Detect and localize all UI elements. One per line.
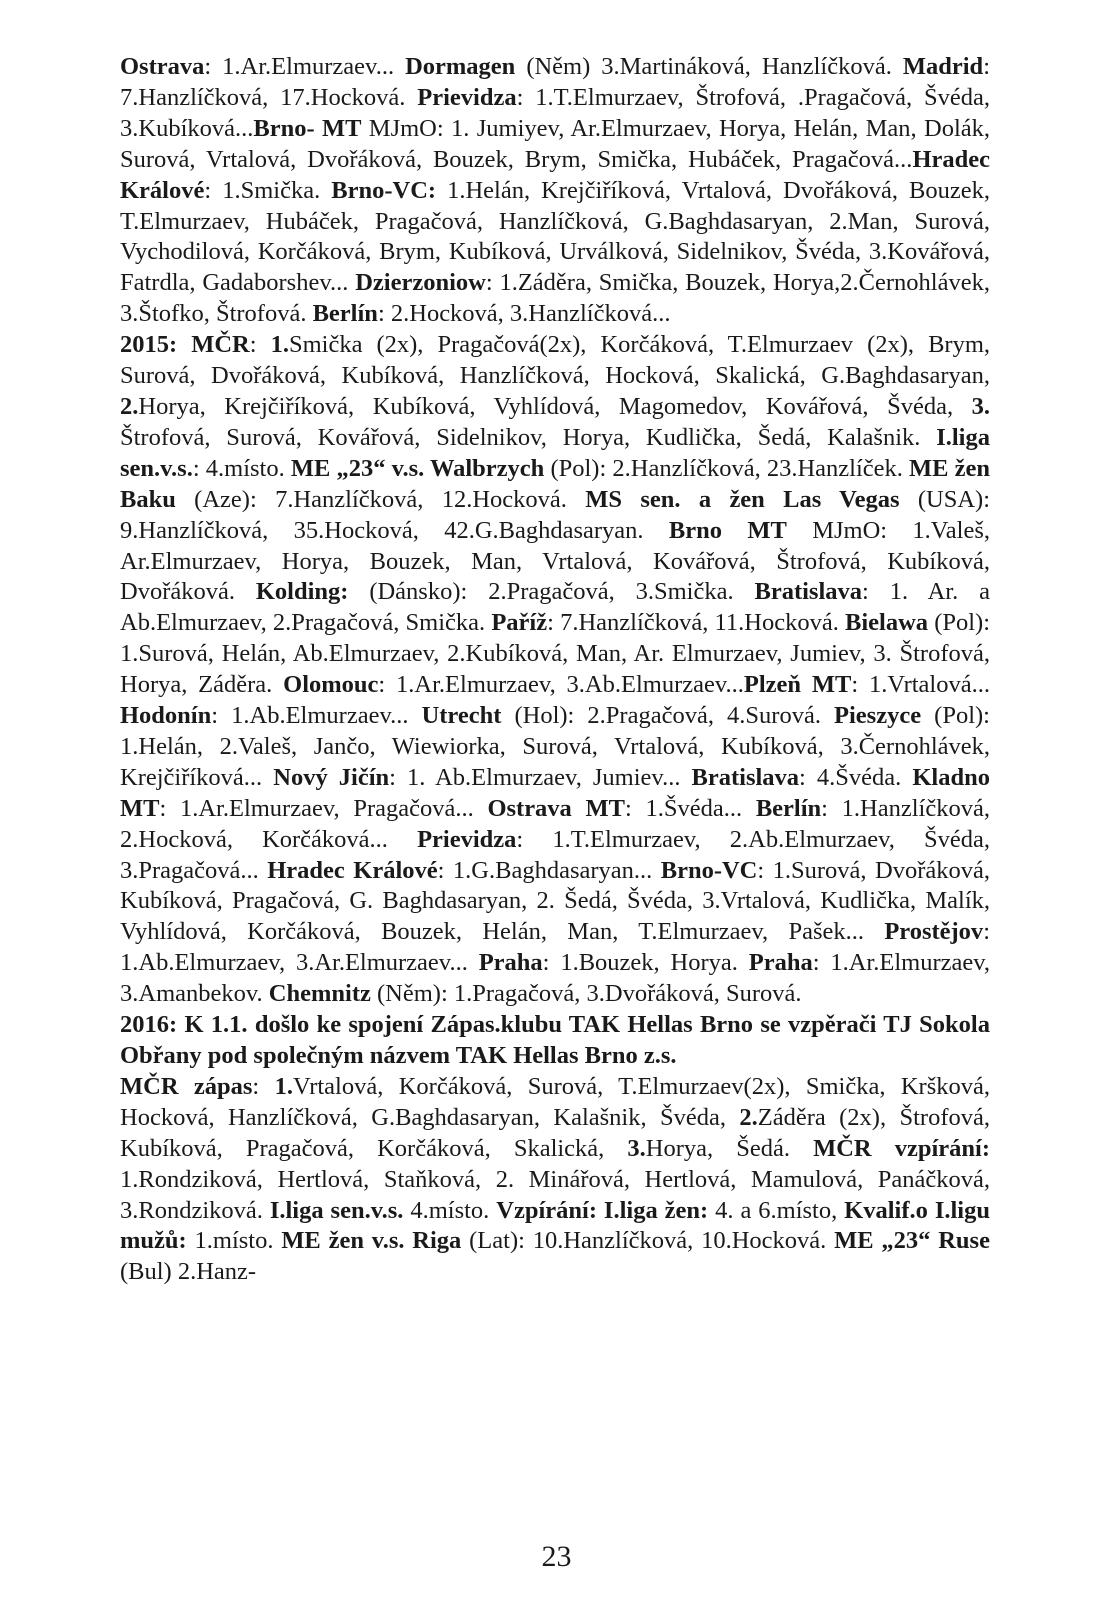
text-run: : 1.T.Elmurzaev, 2.Ab.Elmurzaev, Švéda, 3.Pragačová...	[120, 825, 991, 884]
paragraph-2016-results	[120, 1072, 990, 1288]
text-run: : 1.Ar.Elmurzaev...	[204, 53, 406, 80]
text-run: : 1.Ar.Elmurzaev, Pragačová...	[159, 794, 488, 822]
bold-label: Pieszyce	[834, 702, 922, 730]
text-run: : 1.Hanzlíčková, 2.Hocková, Korčáková...	[120, 794, 990, 853]
bold-label: ME žen v.s. Riga	[281, 1227, 462, 1255]
bold-label: Brno- MT	[253, 114, 362, 142]
text-run: : 1.G.Baghdasaryan...	[437, 856, 661, 884]
bold-label: Bielawa	[845, 609, 929, 637]
bold-label: Kladno MT	[120, 763, 990, 822]
text-run: (Pol): 1.Surová, Helán, Ab.Elmurzaev, 2.Kubíková, Man, Ar. Elmurzaev, Jumiev, 3. Štrofová, Horya, Záděra.	[120, 609, 990, 699]
text-run: Smička (2x), Pragačová(2x), Korčáková, T.Elmurzaev (2x), Brym, Surová, Dvořáková, Kubíková, Hanzlíčková, Hocková, Skalická, G.Baghdasaryan,	[120, 331, 991, 390]
bold-label: 1.	[274, 1072, 293, 1100]
text-run: : 1.Ab.Elmurzaev, 3.Ar.Elmurzaev...	[120, 918, 990, 977]
bold-label: Utrecht	[421, 702, 502, 730]
text-run: MJmO: 1. Jumiyev, Ar.Elmurzaev, Horya, Helán, Man, Dolák, Surová, Vrtalová, Dvořáková, Bouzek, Brym, Smička, Hubáček, Pragačová...	[120, 114, 991, 173]
text-run: : 2.Hocková, 3.Hanzlíčková...	[377, 300, 671, 328]
bold-label: Praha	[478, 949, 543, 977]
bold-label: Chemnitz	[268, 980, 371, 1008]
text-run: : 1. Ar. a Ab.Elmurzaev, 2.Pragačová, Smička.	[120, 578, 990, 637]
text-run: 1.Helán, Krejčiříková, Vrtalová, Dvořáková, Bouzek, T.Elmurzaev, Hubáček, Pragačová, Hanzlíčková, G.Baghdasaryan, 2.Man, Surová, Vychodilová, Korčáková, Brym, Kubíková, Urválková, Sidelnikov, Švéda, 3.Kovářová, Fatrdla, Gadaborshev...	[120, 176, 991, 297]
bold-label: ME žen Baku	[120, 454, 990, 513]
bold-label: I.liga sen.v.s.	[269, 1196, 404, 1224]
text-run: : 1.Surová, Dvořáková, Kubíková, Pragačová, G. Baghdasaryan, 2. Šedá, Švéda, 3.Vrtalová, Kudlička, Malík, Vyhlídová, Korčáková, Bouzek, Helán, Man, T.Elmurzaev, Pašek...	[120, 856, 990, 946]
bold-label: ME „23“ v.s. Walbrzych	[290, 454, 545, 482]
text-run: (Pol): 2.Hanzlíčková, 23.Hanzlíček.	[544, 454, 910, 482]
bold-label: MČR zápas	[120, 1072, 253, 1100]
heading-2016-merger: 2016: K 1.1. došlo ke spojení Zápas.klubu TAK Hellas Brno se vzpěrači TJ Sokola Obřany pod společným názvem TAK Hellas Brno z.s.	[120, 1011, 990, 1069]
bold-label: 2.	[120, 392, 139, 420]
text-run: : 1.Ar.Elmurzaev, 3.Amanbekov.	[120, 949, 991, 1008]
bold-label: I.liga sen.v.s.	[120, 423, 990, 482]
bold-label: MČR vzpírání:	[813, 1134, 990, 1162]
text-run: : 4.Švéda.	[799, 763, 913, 791]
text-run: (USA): 9.Hanzlíčková, 35.Hocková, 42.G.Baghdasaryan.	[120, 485, 991, 544]
text-run: : 1.Ar.Elmurzaev, 3.Ab.Elmurzaev...	[378, 671, 744, 699]
text-run: 4.místo.	[403, 1196, 497, 1224]
bold-label: Prostějov	[884, 918, 984, 946]
bold-label: Dzierzoniow	[355, 269, 486, 297]
bold-label: Ostrava	[120, 53, 205, 80]
text-run: (Aze): 7.Hanzlíčková, 12.Hocková.	[175, 485, 586, 513]
bold-label: Hodonín	[120, 702, 212, 730]
page-number: 23	[541, 1540, 572, 1573]
document-page	[120, 52, 990, 1288]
text-run: MJmO: 1.Valeš, Ar.Elmurzaev, Horya, Bouzek, Man, Vrtalová, Kovářová, Štrofová, Kubíková, Dvořáková.	[120, 516, 990, 606]
bold-label: Vzpírání: I.liga žen:	[496, 1196, 709, 1224]
text-run: 4. a 6.místo,	[708, 1196, 845, 1224]
text-run: : 1.Švéda...	[624, 794, 756, 822]
bold-label: 2.	[739, 1103, 758, 1131]
bold-label: Praha	[748, 949, 813, 977]
bold-label: Bratislava	[691, 763, 800, 791]
text-run: Záděra (2x), Štrofová, Kubíková, Pragačová, Korčáková, Skalická,	[120, 1103, 990, 1162]
text-run: Štrofová, Surová, Kovářová, Sidelnikov, Horya, Kudlička, Šedá, Kalašnik.	[120, 423, 937, 451]
text-run: 1.Rondziková, Hertlová, Staňková, 2. Minářová, Hertlová, Mamulová, Panáčková, 3.Rondziková.	[120, 1165, 990, 1224]
bold-label: 3.	[971, 392, 990, 420]
text-run: : 1.Ab.Elmurzaev...	[211, 702, 422, 730]
bold-label: Bratislava	[754, 578, 863, 606]
bold-label: Prievidza	[417, 83, 517, 111]
text-run: 1.místo.	[186, 1227, 282, 1255]
bold-label: Ostrava MT	[487, 794, 625, 822]
text-run: (Něm) 3.Martináková, Hanzlíčková.	[515, 53, 903, 80]
text-run: (Dánsko): 2.Pragačová, 3.Smička.	[348, 578, 755, 606]
text-run: : 1.Bouzek, Horya.	[542, 949, 749, 977]
text-run: : 1.Smička.	[204, 176, 332, 204]
text-run: Horya, Krejčiříková, Kubíková, Vyhlídová, Magomedov, Kovářová, Švéda,	[138, 392, 972, 420]
text-run: : 1. Ab.Elmurzaev, Jumiev...	[389, 763, 692, 791]
bold-label: 3.	[627, 1134, 646, 1162]
text-run: : 4.místo.	[192, 454, 291, 482]
text-run: : 7.Hanzlíčková, 11.Hocková.	[547, 609, 845, 637]
bold-label: Nový Jičín	[273, 763, 390, 791]
bold-label: Hradec Králové	[267, 856, 438, 884]
paragraph-2014-results	[120, 52, 990, 330]
text-run: : 1.Záděra, Smička, Bouzek, Horya,2.Černohlávek, 3.Štofko, Štrofová.	[120, 269, 990, 328]
bold-label: Madrid	[902, 53, 984, 80]
text-run: : 1.T.Elmurzaev, Štrofová, .Pragačová, Švéda, 3.Kubíková...	[120, 83, 990, 142]
text-run: : 1.Vrtalová...	[851, 671, 990, 699]
text-run: (Něm): 1.Pragačová, 3.Dvořáková, Surová.	[370, 980, 802, 1008]
bold-label: Olomouc	[283, 671, 379, 699]
text-run: (Pol): 1.Helán, 2.Valeš, Jančo, Wiewiorka, Surová, Vrtalová, Kubíková, 3.Černohlávek, Krejčiříková...	[120, 702, 990, 791]
bold-label: Brno-VC:	[331, 176, 437, 204]
bold-label: Prievidza	[417, 825, 517, 853]
bold-label: Berlín	[755, 794, 822, 822]
bold-label: Paříž	[491, 609, 548, 637]
text-run: (Hol): 2.Pragačová, 4.Surová.	[501, 702, 835, 730]
bold-label: Brno-VC	[660, 856, 758, 884]
text-run: (Bul) 2.Hanz-	[120, 1258, 257, 1286]
text-run: Horya, Šedá.	[645, 1134, 814, 1162]
bold-label: MS sen. a žen Las Vegas	[585, 485, 900, 513]
text-run: : 7.Hanzlíčková, 17.Hocková.	[120, 53, 990, 111]
bold-label: 1.	[270, 331, 289, 359]
text-run: Vrtalová, Korčáková, Surová, T.Elmurzaev(2x), Smička, Kršková, Hocková, Hanzlíčková, G.Baghdasaryan, Kalašnik, Švéda,	[120, 1072, 990, 1131]
bold-label: ME „23“ Ruse	[834, 1227, 990, 1255]
bold-label: Kolding:	[255, 578, 349, 606]
bold-label: 2015: MČR	[120, 331, 250, 359]
bold-label: Brno MT	[668, 516, 787, 544]
text-run: :	[249, 331, 271, 359]
bold-label: Dormagen	[405, 53, 516, 80]
bold-label: Berlín	[312, 300, 378, 328]
bold-label: Plzeň MT	[743, 671, 852, 699]
text-run: :	[252, 1072, 275, 1100]
text-run: (Lat): 10.Hanzlíčková, 10.Hocková.	[461, 1227, 835, 1255]
bold-label: Kvalif.o I.ligu mužů:	[120, 1196, 990, 1255]
paragraph-2015-results	[120, 330, 990, 1010]
bold-label: Hradec Králové	[120, 145, 990, 204]
